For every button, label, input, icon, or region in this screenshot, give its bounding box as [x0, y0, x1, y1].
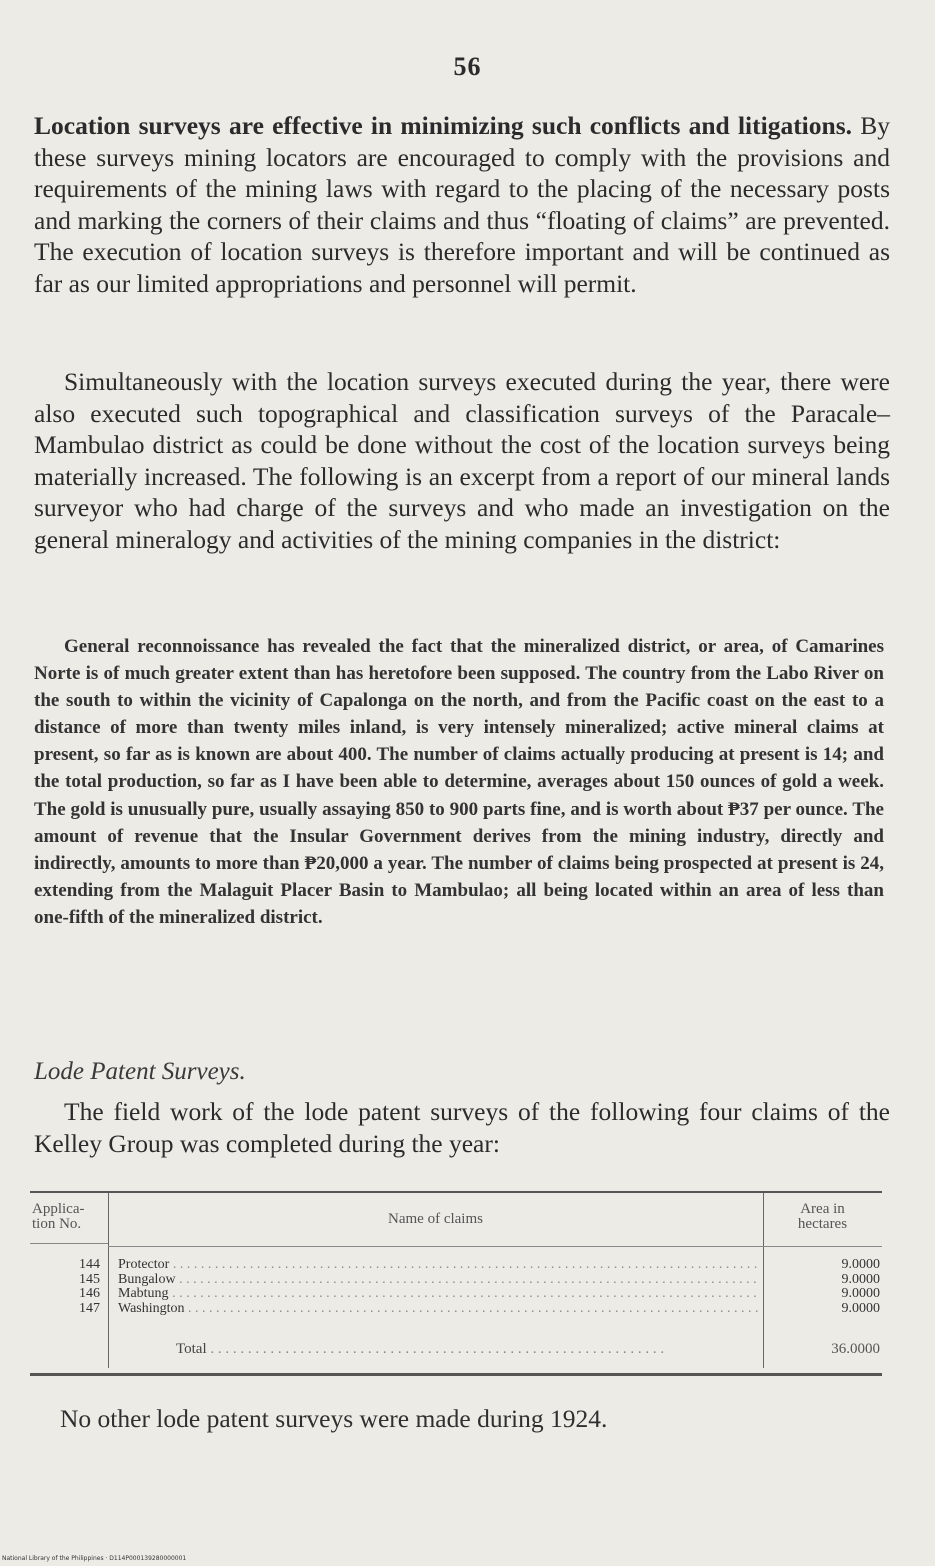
- closing-sentence: No other lode patent surveys were made during 1924.: [60, 1404, 608, 1433]
- table-cell: 145: [79, 1271, 100, 1287]
- paragraph-lode-patent: The field work of the lode patent surveys of the following four claims of the Kelley Group was completed during the year:: [34, 1097, 890, 1158]
- header-underline: [30, 1243, 108, 1244]
- table-bottom-rule: [30, 1373, 882, 1376]
- claim-name-column: [118, 1258, 758, 1316]
- table-cell: Protector . . .: [118, 1258, 758, 1273]
- paragraph-lead: Location surveys are effective in minimizing such conflicts and litigations.: [34, 111, 852, 140]
- table-cell: Bungalow . . .: [118, 1273, 758, 1288]
- table-cell: 9.0000: [841, 1271, 880, 1287]
- table-cell: 147: [79, 1300, 100, 1316]
- area-column: [770, 1258, 880, 1316]
- application-no-column: [60, 1258, 100, 1316]
- header-text: Area in: [800, 1201, 845, 1217]
- section-heading: Lode Patent Surveys.: [34, 1058, 246, 1085]
- paragraph-location-surveys: [34, 110, 890, 300]
- header-text: hectares: [797, 1216, 848, 1232]
- table-cell: 146: [79, 1286, 100, 1301]
- table-cell: 144: [79, 1257, 100, 1272]
- table-cell: Mabtung . . .: [118, 1287, 758, 1302]
- page-number: 56: [453, 52, 482, 81]
- table-top-rule: [30, 1191, 882, 1193]
- report-excerpt: General reconnoissance has revealed the fact that the mineralized district, or area, of Camarines Norte is of much greater extent than has heretofore been supposed. The country from the Labo River on the south to within the vicinity of Capalonga on the north, and from the Pacific coast on the east to a distance of more than twenty miles inland, is very intensely mineralized; active mineral claims at present, so far as is known are about 400. The number of claims actually producing at present is 14; and the total production, so far as I have been able to determine, averages about 150 ounces of gold a week. The gold is unusually pure, usually assaying 850 to 900 parts fine, and is worth about ₱37 per ounce. The amount of revenue that the Insular Government derives from the mining industry, directly and indirectly, amounts to more than ₱20,000 a year. The number of claims being prospected at present is 24, extending from the Malaguit Placer Basin to Mambulao; all being located within an area of less than one-fifth of the mineralized district.: [34, 636, 884, 928]
- total-label: Total . . .: [176, 1341, 756, 1358]
- scan-credit: National Library of the Philippines · D114P000139280000001: [2, 1555, 187, 1562]
- paragraph-body: By these surveys mining locators are encouraged to comply with the provisions and requirements of the mining laws with regard to the placing of the necessary posts and marking the corners of their claims and thus “floating of claims” are prevented. The execution of location surveys is therefore important and will be continued as far as our limited appropriations and personnel will permit.: [34, 111, 890, 298]
- header-application-no: [32, 1202, 106, 1232]
- header-underline: [763, 1246, 882, 1247]
- table-cell: 9.0000: [841, 1257, 880, 1272]
- header-name-of-claims: Name of claims: [388, 1211, 483, 1227]
- header-text: tion No.: [32, 1216, 82, 1232]
- header-underline: [108, 1246, 763, 1247]
- table-cell: 9.0000: [841, 1300, 880, 1316]
- paragraph-topographical-surveys: Simultaneously with the location surveys executed during the year, there were also executed such topographical and classification surveys of the Paracale–Mambulao district as could be done without the cost of the location surveys being materially increased. The following is an excerpt from a report of our mineral lands surveyor who had charge of the surveys and who made an investigation on the general mineralogy and activities of the mining companies in the district:: [34, 367, 890, 554]
- header-text: Applica-: [32, 1201, 85, 1217]
- total-value: 36.0000: [831, 1341, 880, 1357]
- header-area: [763, 1202, 882, 1232]
- table-cell: 9.0000: [841, 1286, 880, 1301]
- table-cell: Washington . . .: [118, 1302, 758, 1317]
